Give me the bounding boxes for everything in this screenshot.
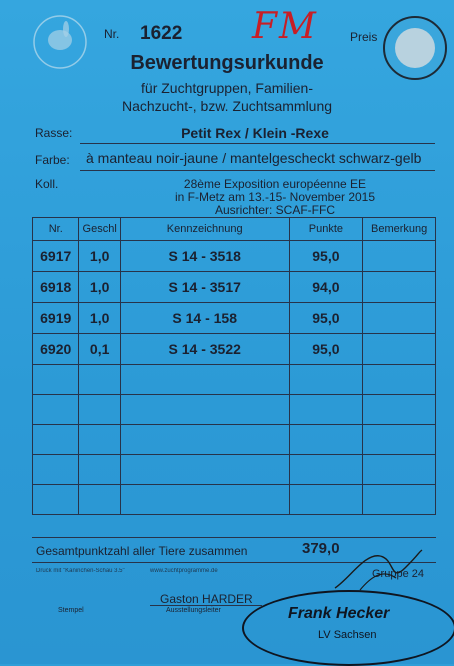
- cell-bemerkung: [363, 334, 436, 365]
- show-line-2: in F-Metz am 13.-15- November 2015: [174, 190, 376, 204]
- cell-punkte: 95,0: [289, 303, 363, 334]
- cell-bemerkung: [363, 303, 436, 334]
- farbe-label: Farbe:: [35, 153, 70, 167]
- rasse-label: Rasse:: [35, 126, 73, 140]
- cell-punkte: 95,0: [289, 334, 363, 365]
- rasse-value: Petit Rex / Klein -Rexe: [181, 125, 329, 141]
- koll-label: Koll.: [35, 177, 59, 191]
- stamp-name: Frank Hecker: [288, 605, 390, 622]
- empty-row: [33, 455, 436, 485]
- subtitle-line-1: für Zuchtgruppen, Familien-: [141, 80, 313, 96]
- judge-role: Ausstellungsleiter: [166, 607, 221, 614]
- results-table: [32, 217, 436, 515]
- handwritten-signature-icon: [330, 548, 425, 593]
- cell-kennzeichnung: S 14 - 3518: [120, 241, 289, 272]
- col-header-nr: Nr.: [33, 218, 79, 241]
- judge-name: Gaston HARDER: [160, 592, 253, 606]
- cell-geschl: 1,0: [79, 241, 120, 272]
- show-line-3: Ausrichter: SCAF-FFC: [214, 203, 335, 217]
- preis-label: Preis: [350, 30, 378, 44]
- table-row: [33, 241, 436, 272]
- website-note: www.zuchtprogramme.de: [150, 568, 218, 574]
- cell-geschl: 1,0: [79, 272, 120, 303]
- rasse-underline: [80, 143, 435, 144]
- gruppe-label: Gruppe 24: [372, 568, 424, 580]
- cell-geschl: 1,0: [79, 303, 120, 334]
- nr-label: Nr.: [104, 27, 120, 41]
- cell-nr: 6917: [33, 241, 79, 272]
- cell-nr: 6920: [33, 334, 79, 365]
- table-row: [33, 303, 436, 334]
- farbe-underline: [80, 170, 435, 171]
- empty-row: [33, 485, 436, 515]
- col-header-punkte: Punkte: [289, 218, 363, 241]
- empty-row: [33, 365, 436, 395]
- handwritten-initials: FM: [252, 6, 318, 47]
- total-value: 379,0: [302, 540, 340, 557]
- druck-note: Druck mit "Kaninchen-Schau 3.5": [36, 568, 125, 574]
- total-top-line: [32, 537, 436, 538]
- col-header-geschl: Geschl: [79, 218, 120, 241]
- cell-punkte: 95,0: [289, 241, 363, 272]
- cell-nr: 6919: [33, 303, 79, 334]
- empty-row: [33, 395, 436, 425]
- cell-kennzeichnung: S 14 - 3517: [120, 272, 289, 303]
- stamp-organization: LV Sachsen: [318, 629, 377, 641]
- document-title: Bewertungsurkunde: [130, 52, 324, 74]
- table-row: [33, 334, 436, 365]
- cell-nr: 6918: [33, 272, 79, 303]
- cell-kennzeichnung: S 14 - 158: [120, 303, 289, 334]
- subtitle-line-2: Nachzucht-, bzw. Zuchtsammlung: [121, 98, 333, 114]
- cell-bemerkung: [363, 241, 436, 272]
- table-row: [33, 272, 436, 303]
- empty-row: [33, 425, 436, 455]
- cell-geschl: 0,1: [79, 334, 120, 365]
- cell-punkte: 94,0: [289, 272, 363, 303]
- show-line-1: 28ème Exposition européenne EE: [183, 177, 367, 191]
- cell-bemerkung: [363, 272, 436, 303]
- official-stamp: [242, 590, 454, 666]
- farbe-value: à manteau noir-jaune / mantelgescheckt schwarz-gelb: [86, 150, 422, 166]
- certificate-number: 1622: [140, 23, 183, 44]
- col-header-bemerkung: Bemerkung: [363, 218, 436, 241]
- total-label: Gesamtpunktzahl aller Tiere zusammen: [36, 544, 248, 558]
- stempel-label: Stempel: [58, 607, 84, 614]
- cell-kennzeichnung: S 14 - 3522: [120, 334, 289, 365]
- col-header-kennzeichnung: Kennzeichnung: [120, 218, 289, 241]
